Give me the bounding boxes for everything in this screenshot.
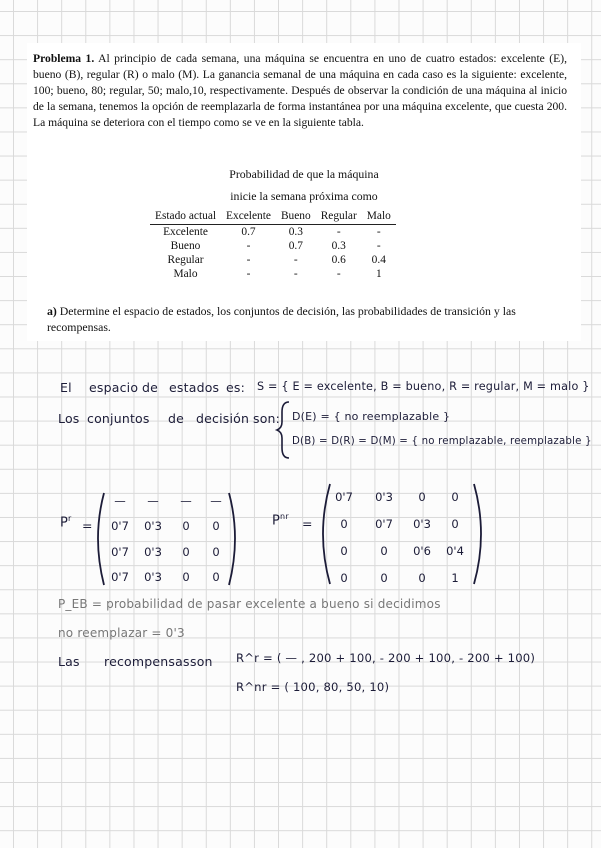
note-word: de	[142, 380, 159, 395]
table-cell: Bueno	[170, 240, 201, 252]
pnr-right-bracket	[474, 484, 481, 584]
peb-note-line2: no reemplazar = 0'3	[58, 626, 185, 640]
table-cell: 0.4	[371, 254, 386, 266]
column-header: Regular	[316, 208, 362, 225]
matrix-cell: 1	[451, 571, 459, 585]
matrix-cell: 0	[212, 519, 220, 533]
note-word: son	[190, 654, 213, 669]
pr-right-bracket	[229, 493, 235, 585]
table-cell: 0.6	[331, 254, 346, 266]
matrix-cell: 0'7	[111, 545, 129, 559]
matrix-cell: 0'7	[111, 570, 129, 584]
pnr-label: $P^{nr}$	[272, 512, 289, 529]
table-cell: 0.7	[288, 240, 303, 252]
table-cell: -	[376, 240, 381, 252]
matrix-cell: 0'3	[144, 519, 162, 533]
peb-note-line1: P_EB = probabilidad de pasar excelente a bueno si decidimos	[58, 597, 441, 611]
note-word: espacio	[89, 380, 139, 395]
table-cell: -	[336, 268, 341, 280]
matrix-cell: 0'7	[375, 517, 393, 531]
note-word: recompensas	[104, 654, 190, 669]
table-cell: 1	[375, 268, 382, 280]
matrix-cell: 0'4	[446, 544, 464, 558]
table-caption-line1: Probabilidad de que la máquina	[229, 167, 379, 181]
table-cell: Regular	[167, 254, 204, 266]
pr-equals: =	[82, 518, 93, 533]
column-header: Estado actual	[150, 208, 221, 225]
matrix-cell: 0	[451, 517, 459, 531]
matrix-cell: 0	[418, 490, 426, 504]
table-cell: -	[316, 225, 362, 240]
column-header: Malo	[362, 208, 396, 225]
table-cell: -	[293, 254, 298, 266]
matrix-cell: 0'3	[375, 490, 393, 504]
matrix-cell: 0'7	[111, 519, 129, 533]
matrix-cell: 0	[182, 545, 190, 559]
pr-left-bracket	[98, 493, 104, 585]
matrix-cell: 0'3	[144, 545, 162, 559]
note-word: son:	[253, 411, 281, 426]
matrix-cell: 0'3	[144, 570, 162, 584]
matrix-cell: —	[147, 494, 159, 508]
matrix-cell: 0	[451, 490, 459, 504]
note-word: es:	[226, 380, 246, 395]
note-word: Los	[58, 411, 80, 426]
column-header: Bueno	[276, 208, 316, 225]
table-cell: -	[246, 254, 251, 266]
note-word: estados	[169, 380, 220, 395]
question-text: Determine el espacio de estados, los conjuntos de decisión, las probabilidades de transición y las recompensas.	[47, 304, 516, 334]
table-cell: 0.3	[331, 240, 346, 252]
problem-label: Problema 1.	[33, 52, 95, 65]
matrix-cell: 0'7	[335, 490, 353, 504]
matrix-cell: 0	[340, 544, 348, 558]
note-word: decisión	[196, 411, 250, 426]
note-word: de	[168, 411, 185, 426]
matrix-cell: 0	[380, 544, 388, 558]
matrix-cell: 0	[212, 545, 220, 559]
matrix-cell: 0	[380, 571, 388, 585]
note-word: El	[60, 380, 72, 395]
table-cell: 0.3	[276, 225, 316, 240]
table-caption-line2: inicie la semana próxima como	[230, 189, 378, 203]
decision-set-BRM: D(B) = D(R) = D(M) = { no remplazable, reemplazable }	[292, 436, 592, 447]
table-cell: -	[362, 225, 396, 240]
matrix-cell: 0	[182, 519, 190, 533]
matrix-cell: 0'3	[413, 517, 431, 531]
question-label: a)	[47, 304, 57, 318]
matrix-cell: —	[114, 494, 126, 508]
pr-label: $P^r$	[60, 514, 72, 531]
table-cell: Excelente	[150, 225, 221, 240]
rewards-replace: R^r = ( — , 200 + 100, - 200 + 100, - 200 + 100)	[236, 651, 536, 665]
state-space-formula: S = { E = excelente, B = bueno, R = regular, M = malo }	[257, 380, 590, 393]
pnr-left-bracket	[323, 484, 330, 584]
matrix-cell: —	[180, 494, 192, 508]
column-header: Excelente	[221, 208, 276, 225]
table-cell: -	[246, 240, 251, 252]
table-cell: -	[293, 268, 298, 280]
table-cell: -	[246, 268, 251, 280]
table-cell: Malo	[173, 268, 198, 280]
matrix-cell: 0	[418, 571, 426, 585]
note-word: Las	[58, 654, 80, 669]
note-word: conjuntos	[87, 411, 150, 426]
matrix-cell: —	[210, 494, 222, 508]
decision-set-E: D(E) = { no reemplazable }	[292, 410, 451, 423]
matrix-cell: 0	[340, 517, 348, 531]
matrix-cell: 0'6	[413, 544, 431, 558]
rewards-no-replace: R^nr = ( 100, 80, 50, 10)	[236, 680, 390, 694]
problem-text: Al principio de cada semana, una máquina se encuentra en uno de cuatro estados: excelente (E), bueno (B), regular (R) o malo (M). La ganancia semanal de una máquina en cada caso es la siguiente: excelente, 100; bueno, 80; regular, 50; malo,10, respectivamente. Después de observar la condición de una máquina al inicio de la semana, tenemos la opción de reemplazarla de forma instantánea por una máquina excelente, que cuesta 200. La máquina se deteriora con el tiempo como se ve en la siguiente tabla.	[33, 52, 567, 129]
matrix-cell: 0	[182, 570, 190, 584]
matrix-cell: 0	[340, 571, 348, 585]
table-cell: 0.7	[221, 225, 276, 240]
decision-brace	[277, 402, 289, 458]
pnr-equals: =	[302, 516, 313, 531]
matrix-cell: 0	[212, 570, 220, 584]
